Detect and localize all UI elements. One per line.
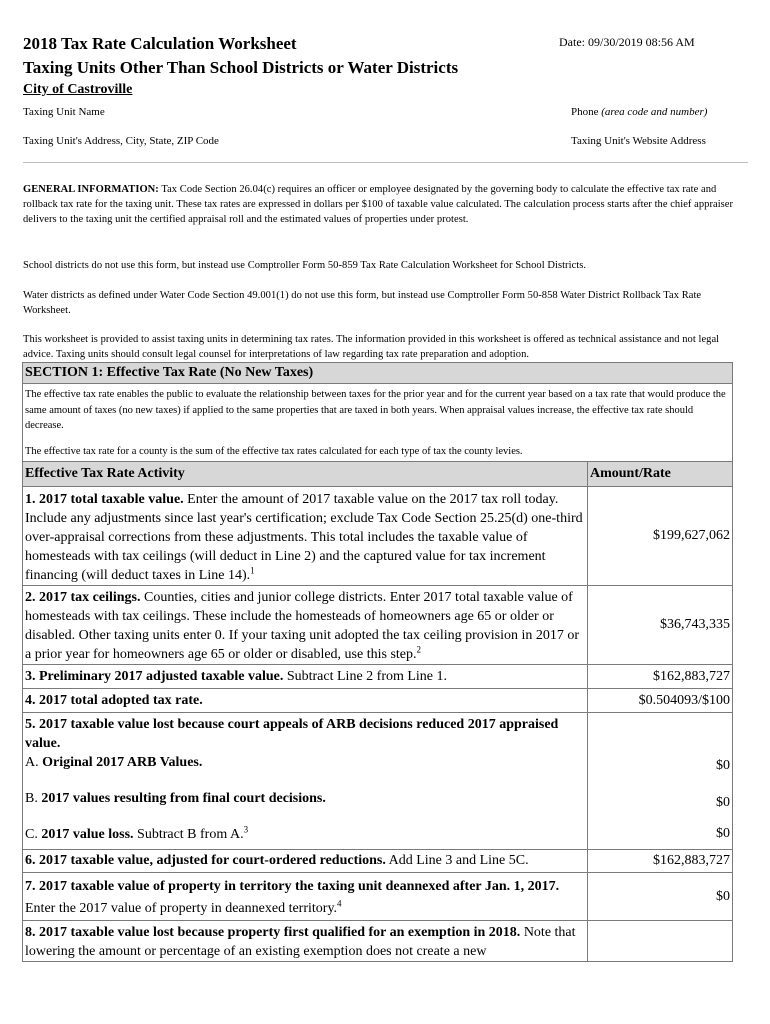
table-row: 5. 2017 taxable value lost because court appeals of ARB decisions reduced 2017 appraised value. A. Original 2017 ARB Values. B. 2017 values resulting from final court decisions. C. 2017 value loss. Subtract B from A.$^3$ $0 $0 $0 [23, 713, 733, 850]
line5c-amount: $0 [716, 826, 730, 841]
col-activity-header: Effective Tax Rate Activity [23, 462, 588, 487]
line1-amount: $199,627,062 [588, 487, 733, 586]
table-row: 7. 2017 taxable value of property in territory the taxing unit deannexed after Jan. 1, 2017. Enter the 2017 value of property in deannexed territory.$^4$ $0 [23, 873, 733, 921]
section1-table [22, 362, 733, 962]
section1-title: SECTION 1: Effective Tax Rate (No New Taxes) [23, 363, 733, 384]
header-divider [23, 162, 748, 163]
table-row: 4. 2017 total adopted tax rate. $0.504093/$100 [23, 689, 733, 713]
table-row: 8. 2017 taxable value lost because property first qualified for an exemption in 2018. Note that lowering the amount or percentage of an existing exemption does not create a new [23, 921, 733, 962]
phone-label: Phone (area code and number) [571, 106, 708, 118]
taxing-unit-name: City of Castroville [23, 82, 133, 97]
line4-rate: $0.504093/$100 [588, 689, 733, 713]
table-row: 3. Preliminary 2017 adjusted taxable value. Subtract Line 2 from Line 1. $162,883,727 [23, 665, 733, 689]
table-row: 6. 2017 taxable value, adjusted for court-ordered reductions. Add Line 3 and Line 5C. $162,883,727 [23, 850, 733, 873]
line6-amount: $162,883,727 [588, 850, 733, 873]
address-label: Taxing Unit's Address, City, State, ZIP Code [23, 135, 219, 147]
form-title: 2018 Tax Rate Calculation Worksheet [23, 34, 297, 53]
line5b-amount: $0 [716, 795, 730, 810]
line5a-amount: $0 [716, 758, 730, 773]
col-amount-header: Amount/Rate [588, 462, 733, 487]
line7-amount: $0 [588, 873, 733, 921]
section1-intro: The effective tax rate enables the public to evaluate the relationship between taxes for the prior year and for the current year based on a tax rate that would produce the same amount of taxes (no new taxes) if applied to the same properties that are taxed in both years. When appraisal values increase, the effective tax rate should decrease. The effective tax rate for a county is the sum of the effective tax rates calculated for each type of tax the county levies. [23, 384, 733, 462]
table-row: 1. 2017 total taxable value. Enter the amount of 2017 taxable value on the 2017 tax roll today. Include any adjustments since last year's certification; exclude Tax Code Section 25.25(d) one-third over-appraisal corrections from these adjustments. This total includes the taxable value of homesteads with tax ceilings (will deduct in Line 2) and the captured value for tax increment financing (will deduct taxes in Line 14).$^1$ $199,627,062 [23, 487, 733, 586]
legal-disclaimer: This worksheet is provided to assist taxing units in determining tax rates. The information provided in this worksheet is offered as technical assistance and not legal advice. Taxing units should consult legal counsel for interpretations of law regarding tax rate preparation and adoption. [23, 334, 720, 360]
school-district-note: School districts do not use this form, but instead use Comptroller Form 50-859 Tax Rate Calculation Worksheet for School Districts. [23, 260, 587, 271]
general-information: GENERAL INFORMATION: Tax Code Section 26.04(c) requires an officer or employee designated by the governing body to calculate the effective tax rate and rollback tax rate for the taxing unit. These tax rates are expressed in dollars per $100 of taxable value calculated. The calculation process starts after the chief appraiser delivers to the taxing unit the certified appraisal roll and the estimated values of properties under protest. [23, 184, 734, 225]
website-label: Taxing Unit's Website Address [571, 135, 706, 147]
line3-amount: $162,883,727 [588, 665, 733, 689]
taxing-unit-name-label: Taxing Unit Name [23, 106, 105, 118]
form-date: Date: 09/30/2019 08:56 AM [559, 35, 695, 49]
line2-amount: $36,743,335 [588, 586, 733, 665]
table-row: 2. 2017 tax ceilings. Counties, cities and junior college districts. Enter 2017 total taxable value of homesteads with tax ceilings. These include the homesteads of homeowners age 65 or older or disabled. Other taxing units enter 0. If your taxing unit adopted the tax ceiling provision in 2017 or a prior year for homeowners age 65 or older or disabled, use this step.$^2$ $36,743,335 [23, 586, 733, 665]
form-subtitle: Taxing Units Other Than School Districts or Water Districts [23, 58, 459, 77]
water-district-note: Water districts as defined under Water Code Section 49.001(1) do not use this form, but instead use Comptroller Form 50-858 Water District Rollback Tax Rate Worksheet. [23, 290, 702, 316]
line8-amount [588, 921, 733, 962]
